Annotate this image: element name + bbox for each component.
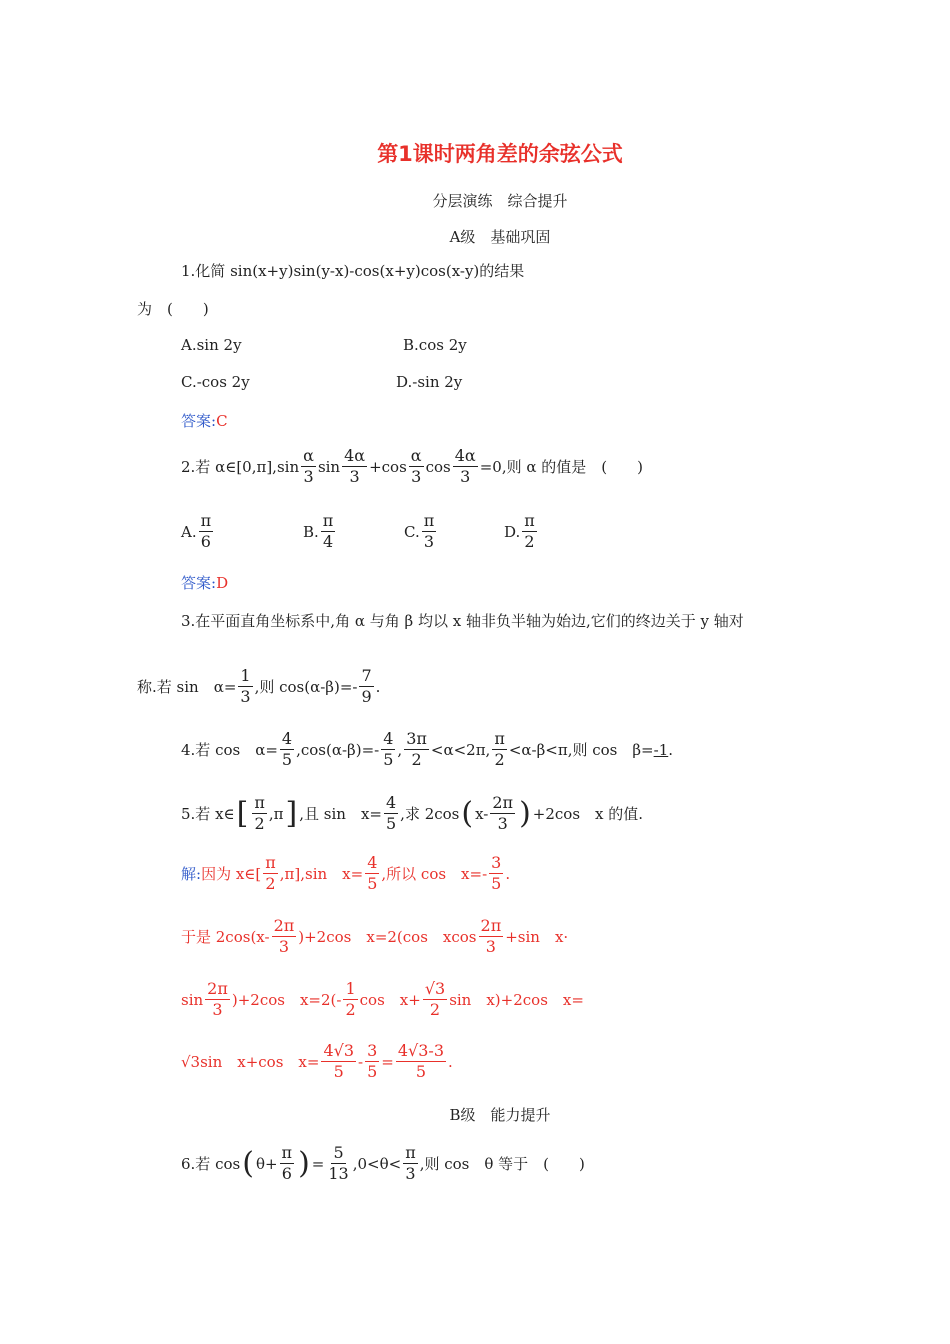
q1-option-d: D.-sin 2y	[396, 373, 463, 391]
q1-answer: 答案: C	[181, 411, 228, 430]
fraction: $\frac{1}{3}$	[240, 666, 251, 706]
q3-stem-cont: 称.若 sin α= $\frac{1}{3}$ ,则 cos(α-β)=- $\frac{7}{9}$ .	[137, 666, 381, 706]
solution-line-4: √3sin x+cos x= $\frac{4√3}{5}$ - $\frac{3}{5}$ = $\frac{4√3-3}{5}$ .	[181, 1041, 453, 1081]
solution-line-3: sin $\frac{2\pi}{3}$ )+2cos x=2(- $\frac{1}{2}$ cos x+ $\frac{√3}{2}$ sin x)+2cos x=	[181, 979, 584, 1019]
level-b-heading: B级 能力提升	[449, 1106, 551, 1124]
fraction: $\frac{\pi}{3}$	[405, 1143, 416, 1183]
q2-option-a: A. $\frac{\pi}{6}$	[181, 511, 212, 551]
level-a-heading: A级 基础巩固	[449, 228, 551, 246]
fraction: $\frac{5}{13}$	[328, 1143, 349, 1183]
q5-stem: 5.若 x∈ [ $\frac{\pi}{2}$ ,π ] ,且 sin x= $\frac{4}{5}$ ,求 2cos ( x- $\frac{2\pi}{3}$ ) +2cos x 的值.	[181, 793, 644, 833]
q3-stem: 3.在平面直角坐标系中,角 α 与角 β 均以 x 轴非负半轴为始边,它们的终边关于 y 轴对	[181, 612, 744, 630]
fraction: $\frac{\pi}{2}$	[494, 729, 505, 769]
q1-option-a: A.sin 2y	[181, 336, 242, 354]
page-title: 第1课时两角差的余弦公式	[377, 142, 623, 166]
fraction: $\frac{\alpha}{3}$	[303, 446, 314, 486]
fraction: $\frac{4}{5}$	[383, 729, 394, 769]
fraction: $\frac{2\pi}{3}$	[492, 793, 514, 833]
q1-option-b: B.cos 2y	[403, 336, 467, 354]
right-paren: )	[298, 1145, 310, 1181]
subtitle: 分层演练 综合提升	[432, 192, 568, 210]
right-bracket: ]	[285, 795, 298, 831]
solution-line-1: 解: 因为 x∈[ $\frac{\pi}{2}$ ,π],sin x= $\frac{4}{5}$ ,所以 cos x=- $\frac{3}{5}$ .	[181, 853, 511, 893]
fraction: $\frac{4\alpha}{3}$	[454, 446, 476, 486]
fraction: $\frac{\pi}{2}$	[254, 793, 265, 833]
left-bracket: [	[236, 795, 249, 831]
fraction: $\frac{3\pi}{2}$	[406, 729, 427, 769]
q1-stem: 1.化简 sin(x+y)sin(y-x)-cos(x+y)cos(x-y)的结果	[181, 262, 525, 280]
solution-line-2: 于是 2cos(x- $\frac{2\pi}{3}$ )+2cos x=2(cos xcos $\frac{2\pi}{3}$ +sin x·	[181, 916, 569, 956]
q6-stem: 6.若 cos ( θ+ $\frac{\pi}{6}$ ) = $\frac{5}{13}$ ,0<θ< $\frac{\pi}{3}$ ,则 cos θ 等于 ( )	[181, 1143, 585, 1183]
left-paren: (	[461, 795, 474, 831]
fraction: $\frac{7}{9}$	[361, 666, 372, 706]
q1-stem-cont: 为 ( )	[137, 300, 209, 318]
fraction: $\frac{\alpha}{3}$	[410, 446, 422, 486]
left-paren: (	[242, 1145, 254, 1181]
q1-option-c: C.-cos 2y	[181, 373, 250, 391]
q4-stem: 4.若 cos α= $\frac{4}{5}$ ,cos(α-β)=- $\frac{4}{5}$ , $\frac{3\pi}{2}$ <α<2π, $\frac{\pi}{2}$ <α-β<π,则 cos β= -1 .	[181, 729, 674, 769]
q2-option-b: B. $\frac{\pi}{4}$	[303, 511, 334, 551]
q2-stem: 2.若 α∈[0,π],sin $\frac{\alpha}{3}$ sin $\frac{4\alpha}{3}$ +cos $\frac{\alpha}{3}$ cos $\frac{4\alpha}{3}$ =0,则 α 的值是 ( )	[181, 446, 643, 486]
q2-answer: 答案: D	[181, 573, 229, 592]
fraction: $\frac{4\alpha}{3}$	[344, 446, 366, 486]
q2-option-d: D. $\frac{\pi}{2}$	[504, 511, 535, 551]
fraction: $\frac{4}{5}$	[385, 793, 397, 833]
fraction: $\frac{4}{5}$	[281, 729, 293, 769]
right-paren: )	[519, 795, 531, 831]
fraction: $\frac{\pi}{6}$	[281, 1143, 293, 1183]
q4-answer: -1	[653, 740, 669, 759]
q2-option-c: C. $\frac{\pi}{3}$	[404, 511, 435, 551]
